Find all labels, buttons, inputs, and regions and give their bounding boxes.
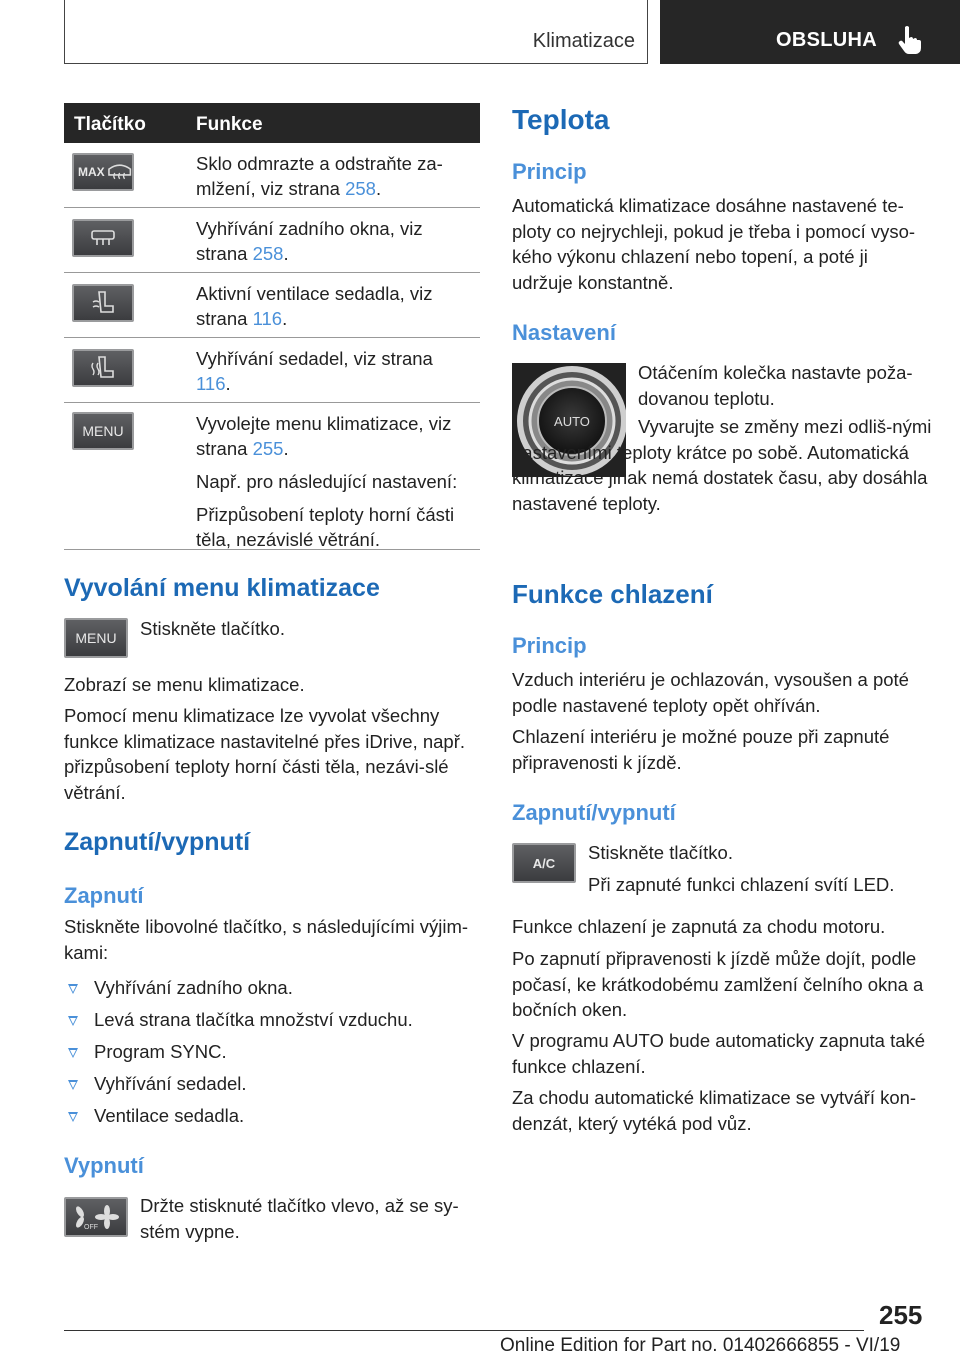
temperature-heading: Teplota: [512, 104, 610, 135]
max-defrost-button-image: [72, 153, 134, 191]
svg-text:OFF: OFF: [84, 1224, 98, 1231]
principle-text: Automatická klimatizace dosáhne nastavené te-ploty co nejrychleji, pokud je třeba i pomocí vyso-kého výkonu chlazení nebo topení, a poté ji udržuje konstantně.: [512, 195, 916, 293]
page-number: 255: [879, 1300, 923, 1330]
table-header: [64, 103, 480, 143]
col-header-button: Tlačítko: [74, 114, 146, 135]
triangle-bullet-icon: [68, 1080, 78, 1090]
list-item-text: Ventilace sedadla.: [94, 1105, 245, 1126]
list-item-text: Program SYNC.: [94, 1041, 227, 1062]
row-function-text: [196, 151, 466, 201]
rear-window-heat-icon: [89, 227, 117, 249]
function-example-intro: Např. pro následující nastavení:: [196, 471, 458, 492]
page-link[interactable]: 116: [252, 308, 283, 329]
off-subheading: Vypnutí: [64, 1153, 144, 1178]
ac-instruction: Stiskněte tlačítko.: [588, 842, 733, 863]
header-section-box: [64, 0, 648, 64]
footer-divider: [64, 1330, 864, 1331]
cooling-paragraph-5: V programu AUTO bude automaticky zapnuta také funkce chlazení.: [512, 1030, 926, 1077]
triangle-bullet-icon: [68, 1016, 78, 1026]
cooling-paragraph-1: Vzduch interiéru je ochlazován, vysoušen a poté podle nastavené teploty opět ohříván.: [512, 669, 909, 716]
seat-heating-button-image: [72, 349, 134, 387]
function-example-detail: Přizpůsobení teploty horní části těla, nezávislé větrání.: [196, 504, 455, 550]
function-text: Aktivní ventilace sedadla, viz strana: [196, 283, 433, 329]
list-item: [64, 1007, 480, 1039]
ac-led-text: Při zapnuté funkci chlazení svítí LED.: [588, 874, 895, 895]
cooling-paragraph-2: Chlazení interiéru je možné pouze při zapnuté připravenosti k jízdě.: [512, 726, 890, 773]
col-header-function: Funkce: [196, 114, 263, 135]
punct: .: [283, 243, 289, 264]
max-label: MAX: [78, 165, 105, 179]
edition-footer: Online Edition for Part no. 01402666855 - VI/19: [500, 1335, 901, 1356]
on-text: Stiskněte libovolné tlačítko, s následujícími výjim-kami:: [64, 916, 469, 963]
cooling-principle-subheading: Princip: [512, 633, 587, 658]
function-text: Sklo odmrazte a odstraňte za-mlžení, viz strana: [196, 153, 443, 199]
list-item: [64, 1071, 480, 1103]
menu-button-image: [72, 412, 134, 450]
list-item-text: Vyhřívání sedadel.: [94, 1073, 247, 1094]
row-function-text: [196, 346, 466, 396]
page-link[interactable]: 258: [345, 178, 376, 199]
triangle-bullet-icon: [68, 984, 78, 994]
page-link[interactable]: 116: [196, 373, 226, 394]
seat-ventilation-button-image: [72, 284, 134, 322]
off-text: Držte stisknuté tlačítko vlevo, až se sy-stém vypne.: [140, 1195, 459, 1242]
menu-label: MENU: [82, 423, 124, 439]
defrost-icon: [107, 161, 132, 183]
seat-heating-icon: [89, 355, 117, 381]
list-item-text: Vyhřívání zadního okna.: [94, 977, 293, 998]
ac-button-image: [512, 843, 576, 883]
page-link[interactable]: 258: [252, 243, 284, 264]
table-row: [64, 338, 480, 403]
punct: .: [282, 308, 288, 329]
triangle-bullet-icon: [68, 1048, 78, 1058]
menu-label: MENU: [75, 630, 117, 646]
section-title: Klimatizace: [532, 30, 635, 52]
function-text: Vyhřívání sedadel, viz strana: [196, 348, 433, 369]
menu-paragraph-2: Pomocí menu klimatizace lze vyvolat všechny funkce klimatizace nastavitelné přes iDrive, např. přizpůsobení teploty horní části těla, nezávi-slé větrání.: [64, 705, 466, 803]
cooling-onoff-subheading: Zapnutí/vypnutí: [512, 800, 676, 825]
menu-button-image: [64, 618, 128, 658]
exception-list: [64, 975, 480, 1135]
rear-window-heat-button-image: [72, 219, 134, 257]
function-paragraph: [196, 411, 466, 461]
cooling-paragraph-4: Po zapnutí připravenosti k jízdě může dojít, podle počasí, ke krátkodobému zamlžení čelního okna a bočních oken.: [512, 948, 924, 1020]
svg-text:AUTO: AUTO: [554, 414, 590, 429]
list-item: [64, 975, 480, 1007]
row-function-text: [196, 411, 466, 560]
cooling-paragraph-6: Za chodu automatické klimatizace se vytváří kon-denzát, který vytéká pod vůz.: [512, 1087, 917, 1134]
row-function-text: [196, 281, 466, 331]
setting-paragraph-2: Vyvarujte se změny mezi odliš-nými nastaveními teploty krátce po sobě. Automatická klimatizace jinak nemá dostatek času, aby dosáhla nastavené teploty.: [512, 416, 932, 514]
table-row: [64, 273, 480, 338]
function-text: Vyvolejte menu klimatizace, viz strana: [196, 413, 452, 459]
menu-paragraph-1: Zobrazí se menu klimatizace.: [64, 674, 305, 695]
setting-subheading: Nastavení: [512, 320, 616, 345]
page-link[interactable]: 255: [252, 438, 284, 459]
punct: .: [375, 178, 382, 199]
menu-heading: Vyvolání menu klimatizace: [64, 574, 380, 602]
list-item: [64, 1039, 480, 1071]
on-subheading: Zapnutí: [64, 883, 144, 908]
list-item-text: Levá strana tlačítka množství vzduchu.: [94, 1009, 413, 1030]
table-row: [64, 143, 480, 208]
onoff-heading: Zapnutí/vypnutí: [64, 828, 251, 856]
chapter-tab: [660, 0, 960, 64]
cooling-heading: Funkce chlazení: [512, 579, 713, 609]
function-text: Vyhřívání zadního okna, viz strana: [196, 218, 423, 264]
table-row: [64, 403, 480, 550]
punct: .: [225, 373, 231, 394]
row-function-text: [196, 216, 466, 266]
principle-subheading: Princip: [512, 159, 587, 184]
setting-paragraph-1: Otáčením kolečka nastavte poža-dovanou teplotu.: [638, 362, 913, 409]
cooling-paragraph-3: Funkce chlazení je zapnutá za chodu motoru.: [512, 916, 886, 937]
list-item: [64, 1103, 480, 1135]
pointing-hand-icon: [896, 25, 924, 55]
triangle-bullet-icon: [68, 1112, 78, 1122]
seat-ventilation-icon: [89, 290, 117, 316]
ac-label: A/C: [532, 855, 556, 871]
table-row: [64, 208, 480, 273]
punct: .: [283, 438, 289, 459]
button-function-table: [64, 103, 480, 550]
menu-instruction: Stiskněte tlačítko.: [140, 618, 285, 639]
fan-off-button-image: [64, 1197, 128, 1237]
chapter-label: OBSLUHA: [776, 29, 877, 51]
fan-off-icon: [71, 1203, 121, 1231]
